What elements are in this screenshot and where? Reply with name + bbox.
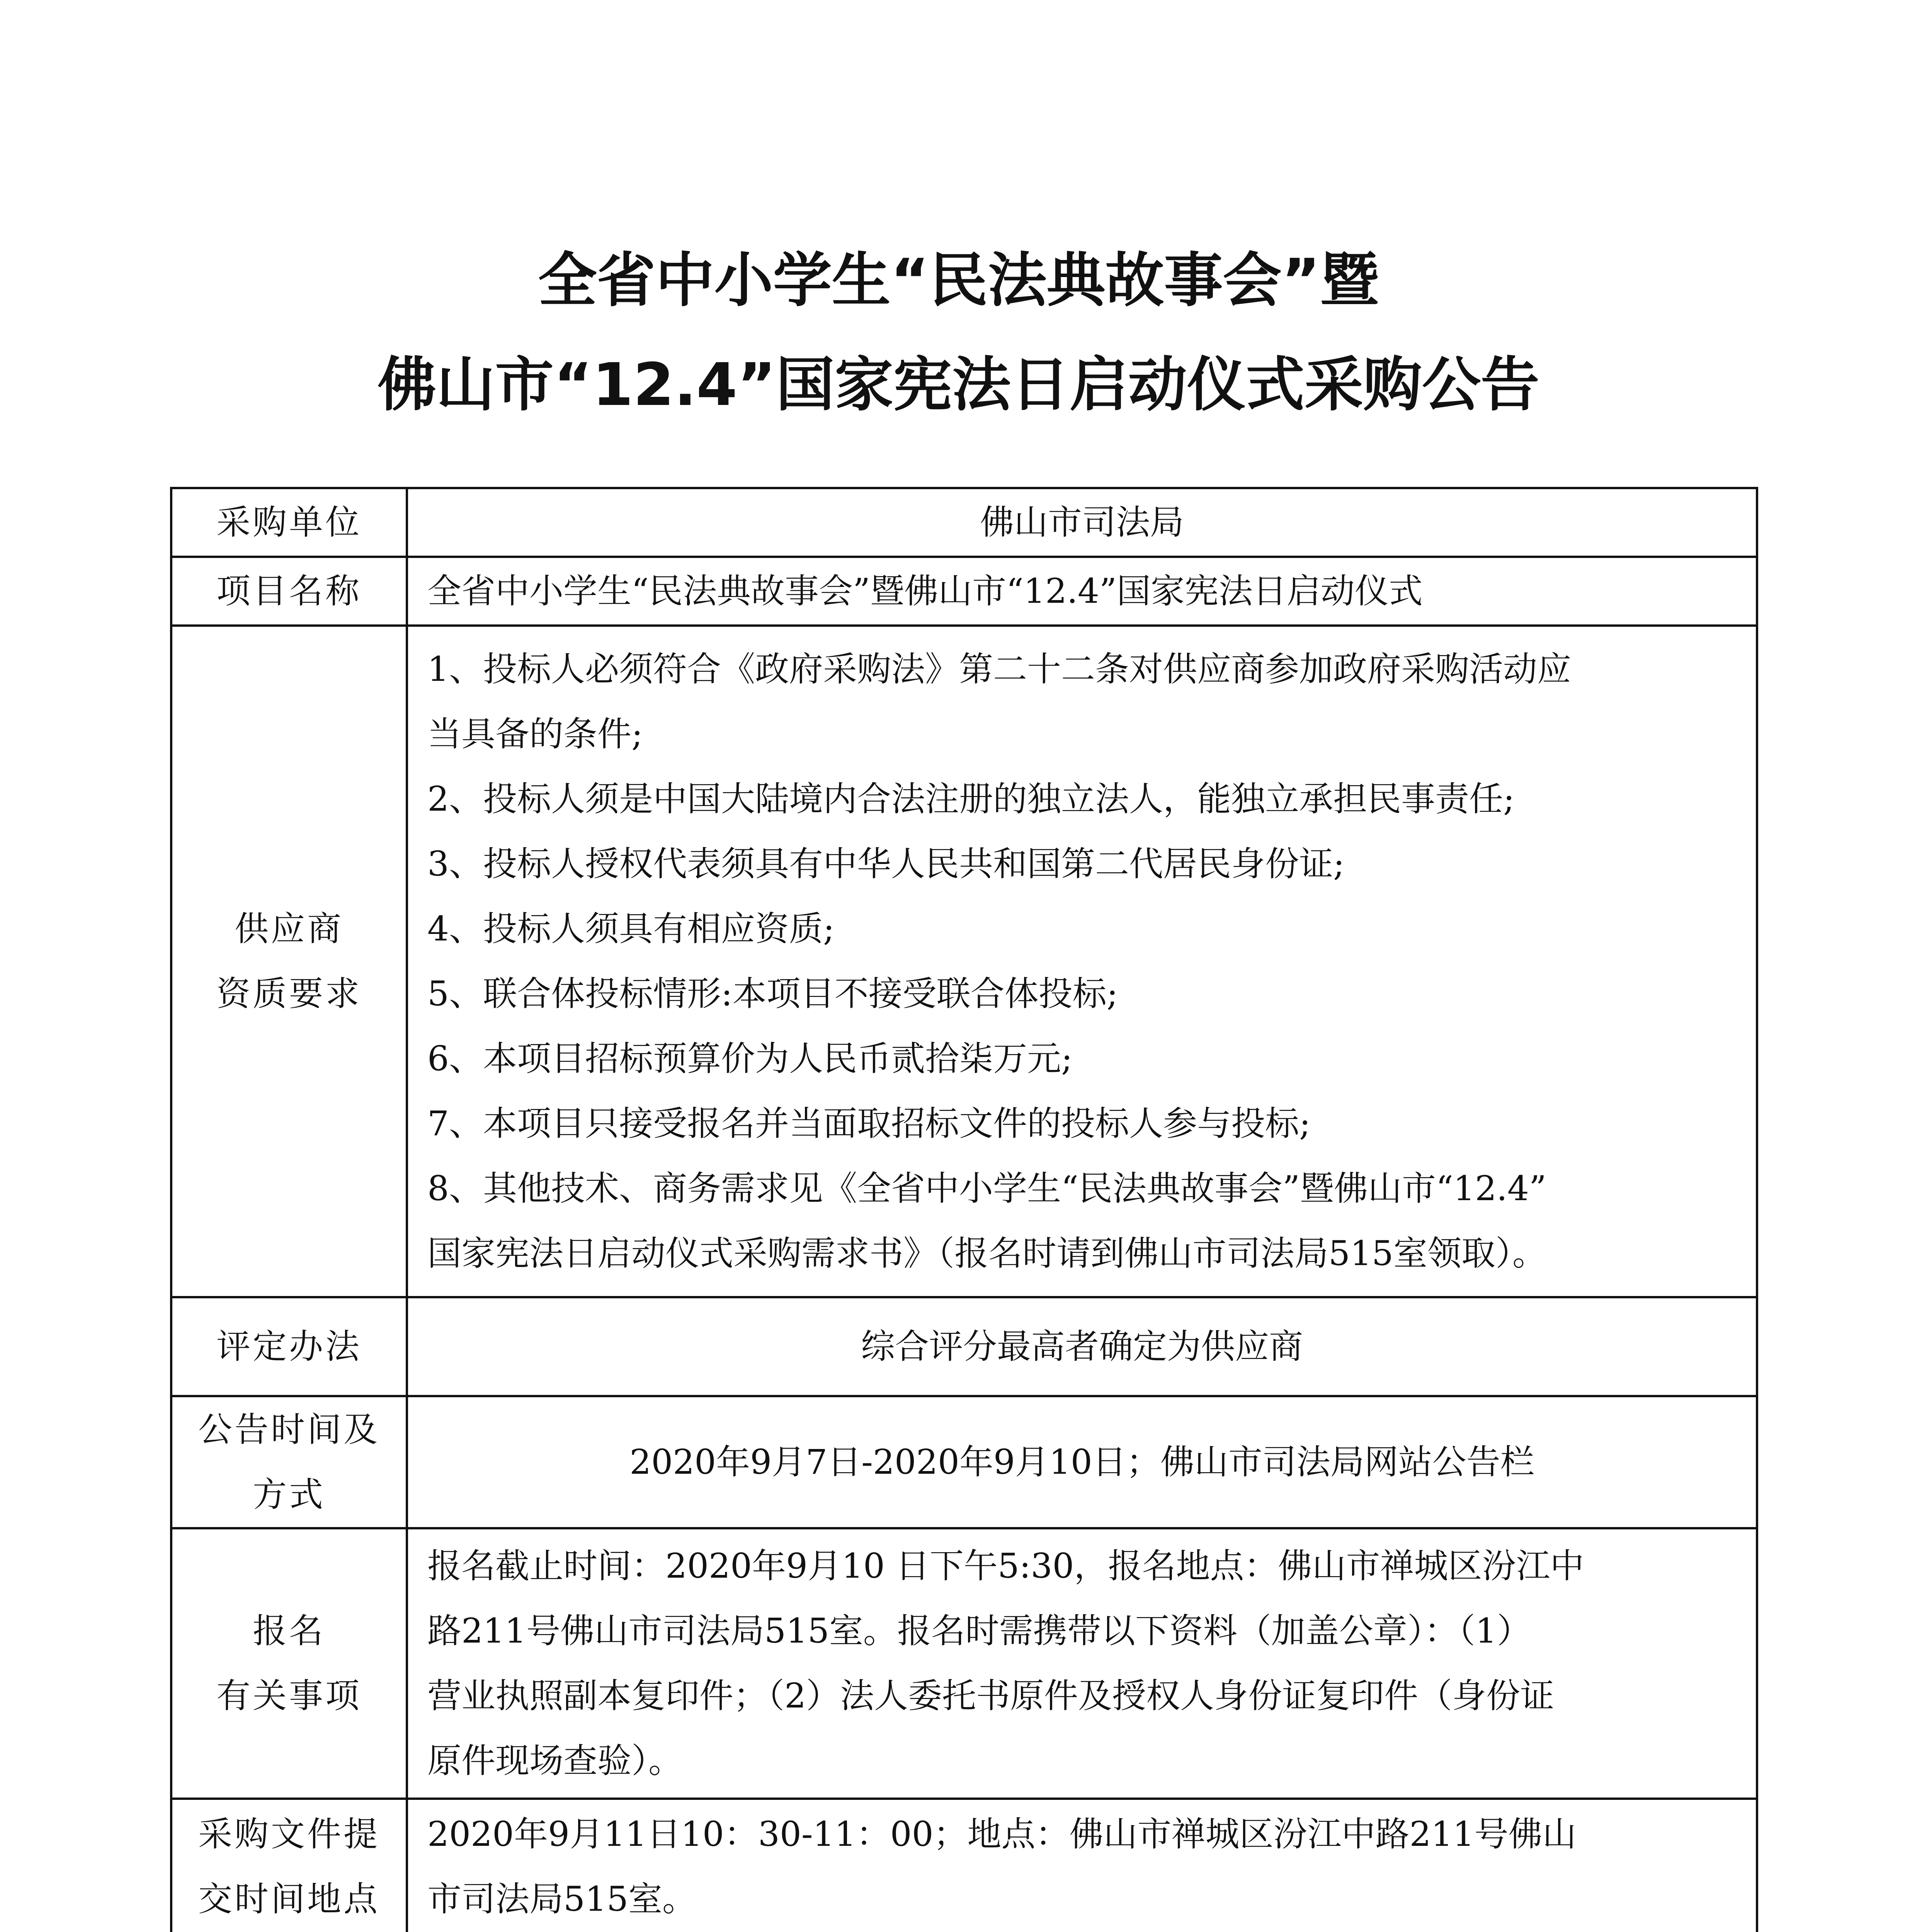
label-evaluation: 评定办法 <box>171 1297 407 1396</box>
submission-place-line: 市司法局515室。 <box>427 1879 696 1919</box>
title-line-1: 全省中小学生“民法典故事会”暨 <box>538 246 1379 315</box>
label-submission-place-line-2: 交时间地点 <box>198 1879 380 1919</box>
title-line-2: 佛山市“12.4”国家宪法日启动仪式采购公告 <box>378 350 1539 419</box>
qualification-item: 1、投标人必须符合《政府采购法》第二十二条对供应商参加政府采购活动应 <box>427 649 1571 689</box>
project-name-text: 全省中小学生“民法典故事会”暨佛山市“12.4”国家宪法日启动仪式 <box>427 571 1423 611</box>
row-project <box>171 557 1757 626</box>
registration-line: 报名截止时间：2020年9月10 日下午5:30，报名地点：佛山市禅城区汾江中 <box>427 1546 1584 1586</box>
label-qualification <box>171 626 407 1297</box>
row-registration <box>171 1528 1757 1799</box>
label-submission-place <box>171 1799 407 1932</box>
label-qualification-line-1: 供应商 <box>234 909 344 949</box>
value-registration <box>407 1528 1757 1799</box>
qualification-item: 8、其他技术、商务需求见《全省中小学生“民法典故事会”暨佛山市“12.4” <box>427 1168 1546 1208</box>
label-registration <box>171 1528 407 1799</box>
label-announcement-line-1: 公告时间及 <box>198 1410 380 1449</box>
label-submission-place-line-1: 采购文件提 <box>198 1814 380 1854</box>
row-evaluation <box>171 1297 1757 1396</box>
qualification-item: 当具备的条件; <box>427 714 643 754</box>
qualification-item: 7、本项目只接受报名并当面取招标文件的投标人参与投标; <box>427 1104 1311 1143</box>
label-registration-line-1: 报名 <box>252 1611 325 1651</box>
qualification-item: 国家宪法日启动仪式采购需求书》（报名时请到佛山市司法局515室领取）。 <box>427 1233 1546 1273</box>
value-purchaser: 佛山市司法局 <box>407 488 1757 557</box>
submission-place-line: 2020年9月11日10：30-11：00；地点：佛山市禅城区汾江中路211号佛山 <box>427 1814 1577 1854</box>
registration-line: 营业执照副本复印件；（2）法人委托书原件及授权人身份证复印件（身份证 <box>427 1676 1554 1716</box>
value-evaluation: 综合评分最高者确定为供应商 <box>407 1297 1757 1396</box>
label-registration-line-2: 有关事项 <box>216 1676 362 1716</box>
value-qualification <box>407 626 1757 1297</box>
qualification-item: 6、本项目招标预算价为人民币贰拾柒万元; <box>427 1039 1073 1078</box>
value-announcement: 2020年9月7日-2020年9月10日；佛山市司法局网站公告栏 <box>407 1396 1757 1528</box>
label-announcement <box>171 1396 407 1528</box>
row-qualification <box>171 626 1757 1297</box>
qualification-item: 4、投标人须具有相应资质; <box>427 909 835 949</box>
registration-line: 原件现场查验）。 <box>427 1741 683 1781</box>
label-announcement-line-2: 方式 <box>252 1475 325 1514</box>
qualification-item: 3、投标人授权代表须具有中华人民共和国第二代居民身份证; <box>427 844 1345 884</box>
row-announcement <box>171 1396 1757 1528</box>
qualification-item: 2、投标人须是中国大陆境内合法注册的独立法人，能独立承担民事责任; <box>427 779 1515 819</box>
label-qualification-line-2: 资质要求 <box>216 974 362 1014</box>
row-submission-place <box>171 1799 1757 1932</box>
value-submission-place <box>407 1799 1757 1932</box>
label-project: 项目名称 <box>171 557 407 626</box>
qualification-item: 5、联合体投标情形:本项目不接受联合体投标; <box>427 974 1118 1014</box>
label-purchaser: 采购单位 <box>171 488 407 557</box>
value-project <box>407 557 1757 626</box>
row-purchaser <box>171 488 1757 557</box>
procurement-table <box>170 487 1758 1932</box>
registration-line: 路211号佛山市司法局515室。报名时需携带以下资料（加盖公章）：（1） <box>427 1611 1531 1651</box>
